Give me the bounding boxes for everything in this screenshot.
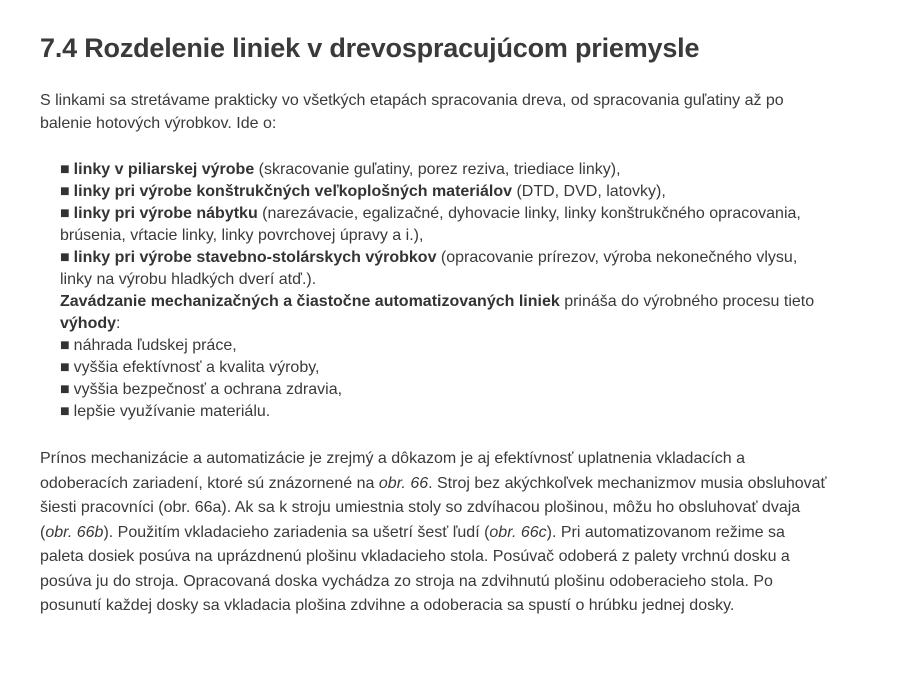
bullet-square-icon: ■ bbox=[60, 249, 70, 266]
paragraph-text: . Stroj bez akýchkoľvek mechanizmov musia obsluhovať šiesti pracovníci (obr. 66a). Ak sa k stroju umiestnia stoly so zdvíhacou plošinou, môžu ho obsluhovať dvaja ( bbox=[40, 474, 827, 541]
list-item bbox=[60, 247, 830, 291]
list-item-text: (DTD, DVD, latovky), bbox=[512, 183, 666, 200]
paragraph-text: Prínos mechanizácie a automatizácie je zrejmý a dôkazom je aj efektívnosť uplatnenia vkladacích a odoberacích zariadení, ktoré sú znázornené na bbox=[40, 450, 746, 492]
list-item bbox=[60, 181, 830, 203]
figure-reference: obr. 66 bbox=[378, 474, 429, 492]
advantages-intro bbox=[60, 291, 830, 335]
list-item-text: (opracovanie prírezov, výroba nekonečného vlysu, linky na výrobu hladkých dverí atď.). bbox=[60, 249, 798, 288]
paragraph-text: ). Pri automatizovanom režime sa paleta dosiek posúva na uprázdnenú plošinu vkladacieho stola. Posúvač odoberá z palety vrchnú dosku a posúva ju do stroja. Opracovaná doska vychádza zo stroja na zdvihnutú plošinu odoberacieho stola. Po posunutí každej dosky sa vkladacia plošina zdvihne a odoberacia sa spustí o hrúbku jednej dosky. bbox=[40, 523, 790, 614]
figure-reference: obr. 66b bbox=[45, 523, 104, 541]
list-item-text: (skracovanie guľatiny, porez reziva, triediace linky), bbox=[254, 161, 621, 178]
bullet-square-icon: ■ bbox=[60, 337, 70, 354]
advantage-text: vyššia bezpečnosť a ochrana zdravia, bbox=[73, 381, 343, 398]
list-item-bold: linky pri výrobe nábytku bbox=[73, 205, 258, 222]
figure-reference: obr. 66c bbox=[489, 523, 547, 541]
bullet-square-icon: ■ bbox=[60, 381, 70, 398]
advantages-intro-text: prináša do výrobného procesu tieto bbox=[559, 293, 815, 310]
list-item-bold: linky pri výrobe konštrukčných veľkoplošných materiálov bbox=[73, 183, 512, 200]
body-paragraph bbox=[40, 447, 830, 619]
advantage-item bbox=[60, 357, 830, 379]
advantage-text: lepšie využívanie materiálu. bbox=[73, 403, 271, 420]
bullet-square-icon: ■ bbox=[60, 359, 70, 376]
advantage-text: náhrada ľudskej práce, bbox=[73, 337, 237, 354]
bullet-square-icon: ■ bbox=[60, 161, 70, 178]
list-item-bold: linky v piliarskej výrobe bbox=[73, 161, 255, 178]
bullet-square-icon: ■ bbox=[60, 183, 70, 200]
advantage-item bbox=[60, 379, 830, 401]
list-item-bold: linky pri výrobe stavebno-stolárskych výrobkov bbox=[73, 249, 437, 266]
advantage-item bbox=[60, 335, 830, 357]
bullet-square-icon: ■ bbox=[60, 205, 70, 222]
list-item bbox=[60, 159, 830, 181]
bullet-square-icon: ■ bbox=[60, 403, 70, 420]
list-item bbox=[60, 203, 830, 247]
section-title: 7.4 Rozdelenie liniek v drevospracujúcom priemysle bbox=[40, 33, 700, 63]
advantage-text: vyššia efektívnosť a kvalita výroby, bbox=[73, 359, 320, 376]
advantages-intro-tail: : bbox=[116, 315, 121, 332]
intro-paragraph: S linkami sa stretávame prakticky vo všetkých etapách spracovania dreva, od spracovania guľatiny až po balenie hotových výrobkov. Ide o: bbox=[40, 92, 784, 132]
advantages-keyword: výhody bbox=[60, 315, 117, 332]
advantages-intro-bold: Zavádzanie mechanizačných a čiastočne automatizovaných liniek bbox=[60, 293, 560, 310]
lines-list bbox=[60, 159, 830, 423]
paragraph-text: ). Použitím vkladacieho zariadenia sa ušetrí šesť ľudí ( bbox=[103, 523, 490, 541]
list-item-text: (narezávacie, egalizačné, dyhovacie linky, linky konštrukčného opracovania, brúsenia, vŕtacie linky, linky povrchovej úpravy a i.), bbox=[60, 205, 801, 244]
advantage-item bbox=[60, 401, 830, 423]
